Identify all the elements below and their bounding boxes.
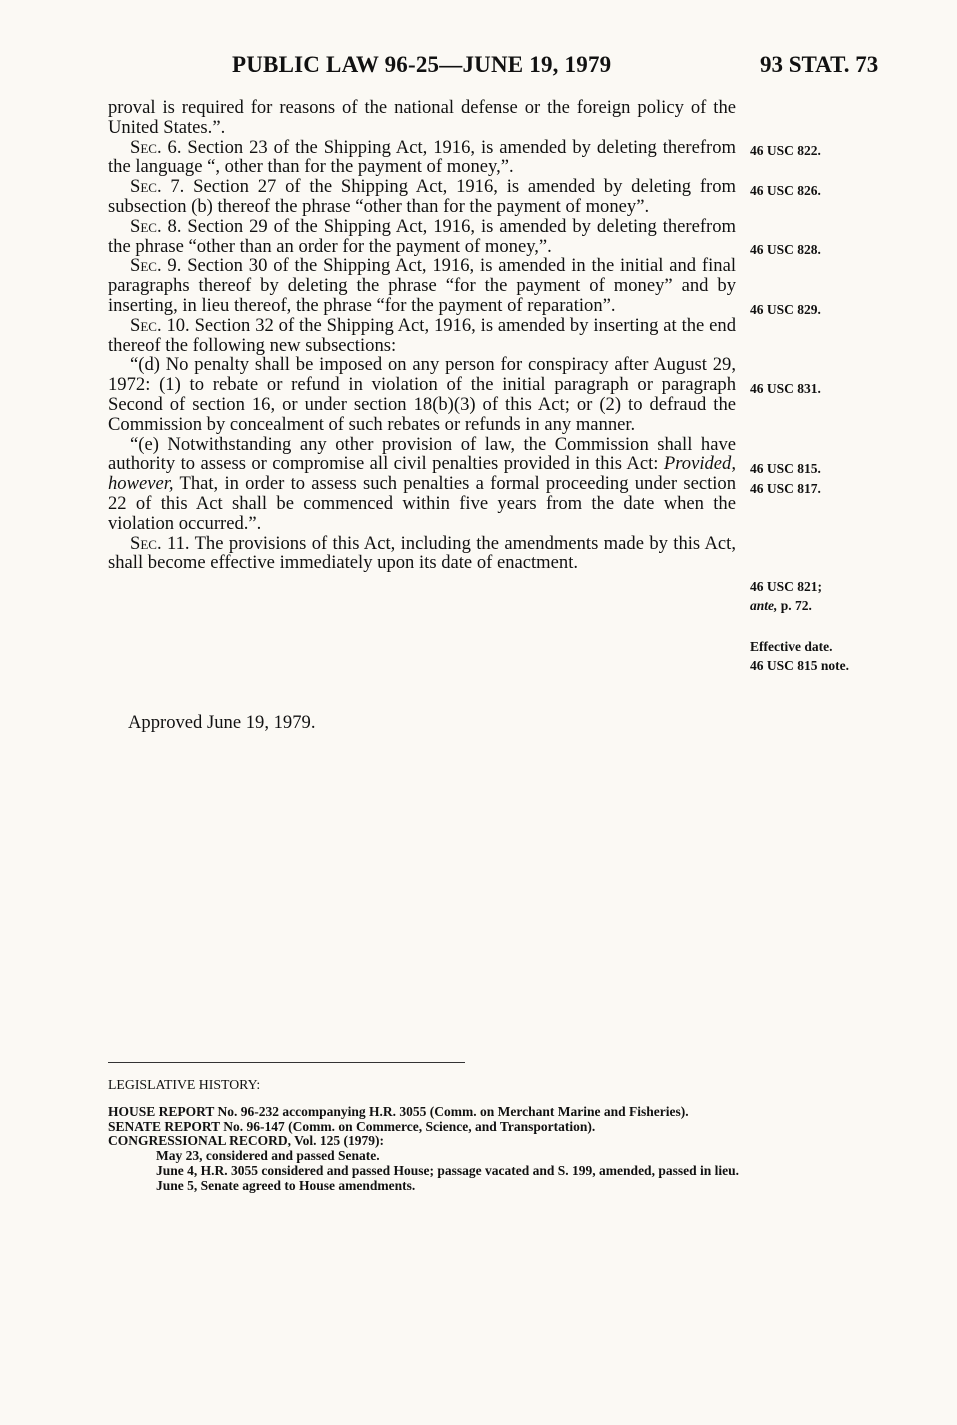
section-6-label: Sec. 6. xyxy=(130,136,182,158)
margin-note-831: 46 USC 831. xyxy=(750,381,821,396)
margin-note-ante-page: p. 72. xyxy=(777,598,812,613)
statute-page-number: 93 STAT. 73 xyxy=(760,52,879,77)
page-title: PUBLIC LAW 96-25—JUNE 19, 1979 xyxy=(232,52,612,77)
section-10 xyxy=(108,316,736,356)
margin-note-829: 46 USC 829. xyxy=(750,302,821,317)
congressional-record: CONGRESSIONAL RECORD, Vol. 125 (1979): xyxy=(108,1133,385,1149)
record-entry-may-23: May 23, considered and passed Senate. xyxy=(156,1148,380,1164)
margin-note-821: 46 USC 821; xyxy=(750,579,823,594)
section-10-label: Sec. 10. xyxy=(130,314,190,336)
legislative-history-heading: LEGISLATIVE HISTORY: xyxy=(108,1077,261,1092)
section-7 xyxy=(108,177,736,217)
section-11 xyxy=(108,534,736,574)
section-6-text: Section 23 of the Shipping Act, 1916, is amended by deleting therefrom the language “, other than for the payment of money,”. xyxy=(108,136,736,178)
record-entry-june-4: June 4, H.R. 3055 considered and passed House; passage vacated and S. 199, amended, passed in lieu. xyxy=(156,1162,739,1178)
section-11-label: Sec. 11. xyxy=(130,532,190,554)
senate-report: SENATE REPORT No. 96-147 (Comm. on Commerce, Science, and Transportation). xyxy=(108,1118,596,1134)
house-report: HOUSE REPORT No. 96-232 accompanying H.R. 3055 (Comm. on Merchant Marine and Fisheries). xyxy=(108,1103,689,1119)
section-7-label: Sec. 7. xyxy=(130,176,185,198)
section-9-text: Section 30 of the Shipping Act, 1916, is amended in the initial and final paragraphs thereof by deleting the phrase “for the payment of money” and by inserting, in lieu thereof, the phrase “for the payment of reparation”. xyxy=(108,255,736,316)
legislative-history xyxy=(108,1078,740,1194)
margin-note-ante xyxy=(750,598,812,614)
approval-date: Approved June 19, 1979. xyxy=(128,712,316,733)
subsection-e xyxy=(108,435,736,534)
section-7-text: Section 27 of the Shipping Act, 1916, is amended by deleting from subsection (b) thereof the phrase “other than for the payment of money”. xyxy=(108,176,736,217)
margin-note-828: 46 USC 828. xyxy=(750,242,821,257)
section-9-label: Sec. 9. xyxy=(130,255,182,277)
section-8-text: Section 29 of the Shipping Act, 1916, is amended by deleting therefrom the phrase “other than an order for the payment of money,”. xyxy=(108,215,736,257)
margin-note-ante-italic: ante, xyxy=(750,598,778,613)
section-8-label: Sec. 8. xyxy=(130,215,182,237)
law-body xyxy=(108,98,736,573)
page-header xyxy=(0,52,957,82)
margin-note-effective-date: Effective date. xyxy=(750,639,833,654)
record-entry-june-5: June 5, Senate agreed to House amendments. xyxy=(156,1177,416,1193)
subsection-e-text-2: That, in order to assess such penalties a formal proceeding under section 22 of this Act shall be commenced within five years from the date when the violation occurred.”. xyxy=(108,473,736,534)
section-10-text: Section 32 of the Shipping Act, 1916, is amended by inserting at the end thereof the following new subsections: xyxy=(108,314,736,356)
subsection-e-proviso: Provided, however, xyxy=(108,453,736,495)
footnote-divider xyxy=(108,1062,465,1063)
margin-note-815: 46 USC 815. xyxy=(750,461,821,476)
paragraph-continuation: proval is required for reasons of the national defense or the foreign policy of the United States.”. xyxy=(108,97,736,138)
section-11-text: The provisions of this Act, including the amendments made by this Act, shall become effective immediately upon its date of enactment. xyxy=(108,532,736,574)
margin-note-817: 46 USC 817. xyxy=(750,481,821,496)
subsection-d: “(d) No penalty shall be imposed on any person for conspiracy after August 29, 1972: (1) to rebate or refund in violation of the initial paragraph or paragraph Second of section 16, or under section 18(b)(3) of this Act; or (2) to defraud the Commission by concealment of such rebates or refunds in any manner. xyxy=(108,354,736,435)
margin-note-826: 46 USC 826. xyxy=(750,183,821,198)
section-8 xyxy=(108,217,736,257)
section-9 xyxy=(108,256,736,315)
margin-note-815-note: 46 USC 815 note. xyxy=(750,658,850,673)
section-6 xyxy=(108,138,736,178)
margin-note-822: 46 USC 822. xyxy=(750,143,821,158)
subsection-e-text-1: “(e) Notwithstanding any other provision of law, the Commission shall have authority to assess or compromise all civil penalties provided in this Act: xyxy=(108,433,736,475)
